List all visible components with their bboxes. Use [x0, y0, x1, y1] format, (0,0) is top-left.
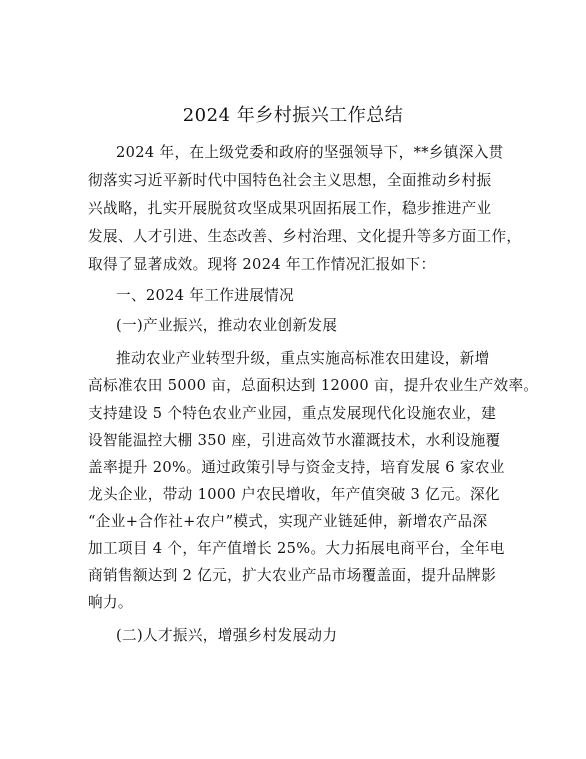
subsection-heading: (二)人才振兴，增强乡村发展动力	[116, 627, 338, 644]
section-heading: 一、2024 年工作进展情况	[116, 287, 295, 304]
intro-line: 彻落实习近平新时代中国特色社会主义思想，全面推动乡村振	[88, 172, 492, 189]
body-line: 响力。	[88, 594, 133, 611]
intro-line: 发展、人才引进、生态改善、乡村治理、文化提升等多方面工作，	[88, 228, 522, 245]
document-title: 2024 年乡村振兴工作总结	[182, 105, 404, 126]
intro-line: 取得了显著成效。现将 2024 年工作情况汇报如下：	[88, 256, 436, 273]
body-line: 推动农业产业转型升级，重点实施高标准农田建设，新增	[116, 350, 490, 367]
subsection-heading: (一)产业振兴，推动农业创新发展	[116, 317, 338, 334]
intro-line: 2024 年，在上级党委和政府的坚强领导下，**乡镇深入贯	[116, 144, 504, 161]
body-line: 龙头企业，带动 1000 户农民增收，年产值突破 3 亿元。深化	[88, 486, 500, 503]
body-line: 设智能温控大棚 350 座，引进高效节水灌溉技术，水利设施覆	[88, 432, 501, 449]
body-line: 商销售额达到 2 亿元，扩大农业产品市场覆盖面，提升品牌影	[88, 567, 497, 584]
body-line: 加工项目 4 个，年产值增长 25%。大力拓展电商平台，全年电	[88, 540, 505, 557]
body-line: 高标准农田 5000 亩，总面积达到 12000 亩，提升农业生产效率。	[88, 377, 539, 394]
intro-line: 兴战略，扎实开展脱贫攻坚成果巩固拓展工作，稳步推进产业	[88, 200, 492, 217]
body-line: 支持建设 5 个特色农业产业园，重点发展现代化设施农业，建	[88, 405, 497, 422]
body-line: “企业+合作社+农户”模式，实现产业链延伸，新增农产品深	[88, 513, 488, 530]
body-line: 盖率提升 20%。通过政策引导与资金支持，培育发展 6 家农业	[88, 459, 505, 476]
